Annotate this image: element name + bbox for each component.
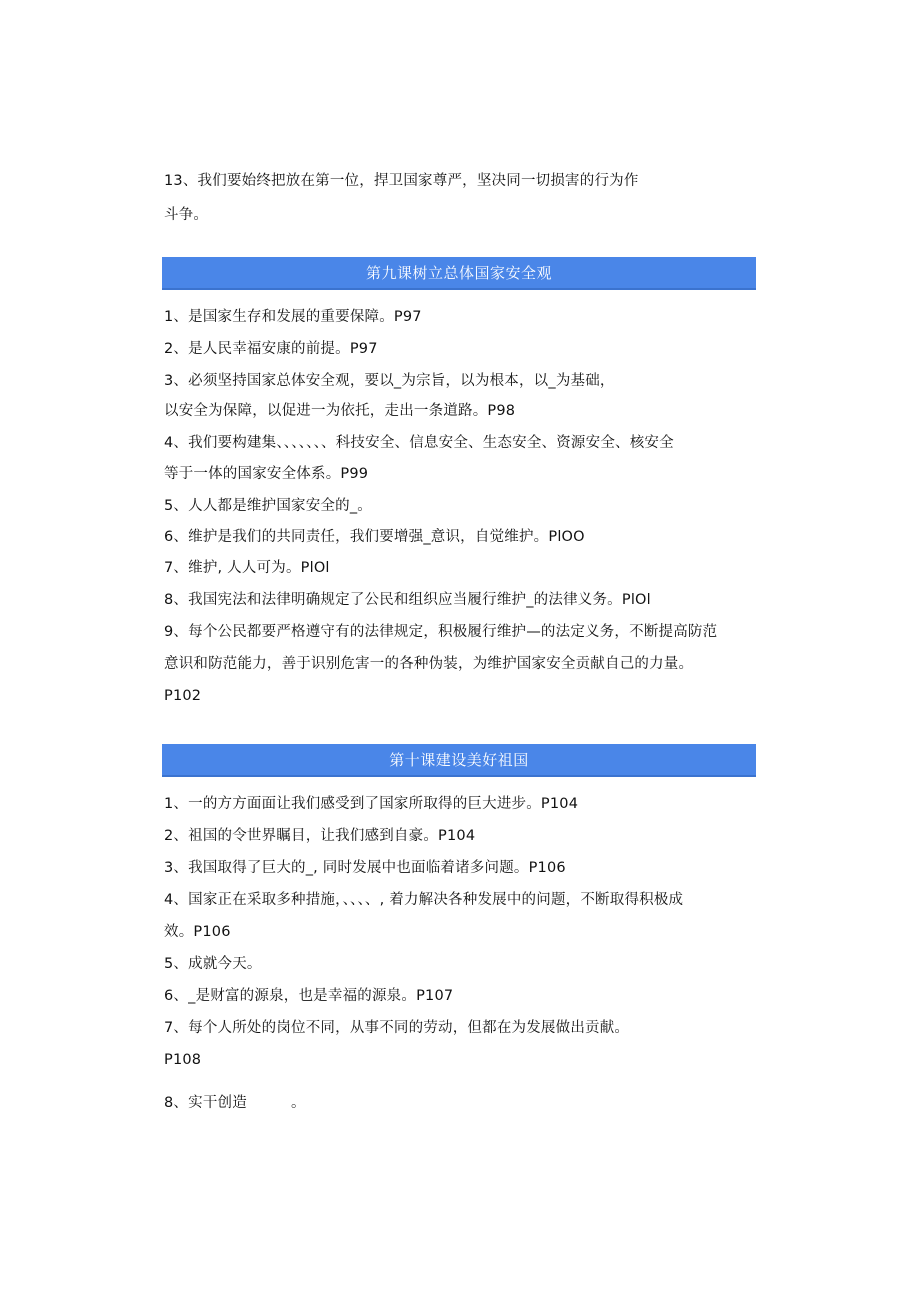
intro-line-2: 斗争。 xyxy=(164,207,209,223)
lesson10-line-5: 效。P106 xyxy=(164,924,231,940)
lesson9-line-5: 4、我们要构建集、、、、、、、科技安全、信息安全、生态安全、资源安全、核安全 xyxy=(164,435,674,451)
lesson10-line-1: 1、一的方方面面让我们感受到了国家所取得的巨大进步。P104 xyxy=(164,796,579,812)
lesson9-line-1: 1、是国家生存和发展的重要保障。P97 xyxy=(164,309,422,325)
lesson10-line-8: 7、每个人所处的岗位不同，从事不同的劳动，但都在为发展做出贡献。 xyxy=(164,1020,630,1036)
lesson9-line-3: 3、必须坚持国家总体安全观，要以_为宗旨，以为根本，以_为基础， xyxy=(164,373,615,389)
lesson9-line-8: 6、维护是我们的共同责任，我们要增强_意识，自觉维护。PlOO xyxy=(164,529,585,545)
lesson9-line-4: 以安全为保障，以促进一为依托，走出一条道路。P98 xyxy=(164,403,516,419)
lesson10-line-6: 5、成就今天。 xyxy=(164,956,262,972)
lesson10-line-9: P108 xyxy=(164,1052,202,1068)
lesson9-line-2: 2、是人民幸福安康的前提。P97 xyxy=(164,341,378,357)
intro-line-1: 13、我们要始终把放在第一位，捍卫国家尊严，坚决同一切损害的行为作 xyxy=(164,173,639,189)
lesson9-line-6: 等于一体的国家安全体系。P99 xyxy=(164,466,369,482)
lesson9-header: 第九课树立总体国家安全观 xyxy=(162,257,756,290)
lesson9-line-12: 意识和防范能力，善于识别危害一的各种伪装，为维护国家安全贡献自己的力量。 xyxy=(164,656,694,672)
lesson10-line-10: 8、实干创造 。 xyxy=(164,1095,306,1111)
lesson9-line-13: P102 xyxy=(164,688,202,704)
lesson10-line-4: 4、国家正在采取多种措施，、、、、, 着力解决各种发展中的问题，不断取得积极成 xyxy=(164,892,684,908)
lesson10-header: 第十课建设美好祖国 xyxy=(162,744,756,777)
lesson9-line-10: 8、我国宪法和法律明确规定了公民和组织应当履行维护_的法律义务。PlOl xyxy=(164,592,651,608)
lesson10-line-7: 6、_是财富的源泉，也是幸福的源泉。P107 xyxy=(164,988,454,1004)
lesson9-line-9: 7、维护, 人人可为。PlOl xyxy=(164,560,330,576)
lesson10-line-2: 2、祖国的令世界瞩目，让我们感到自豪。P104 xyxy=(164,828,476,844)
lesson9-line-7: 5、人人都是维护国家安全的_。 xyxy=(164,498,372,514)
lesson9-line-11: 9、每个公民都要严格遵守有的法律规定，积极履行维护—的法定义务，不断提高防范 xyxy=(164,624,718,640)
lesson10-line-3: 3、我国取得了巨大的_, 同时发展中也面临着诸多问题。P106 xyxy=(164,860,566,876)
